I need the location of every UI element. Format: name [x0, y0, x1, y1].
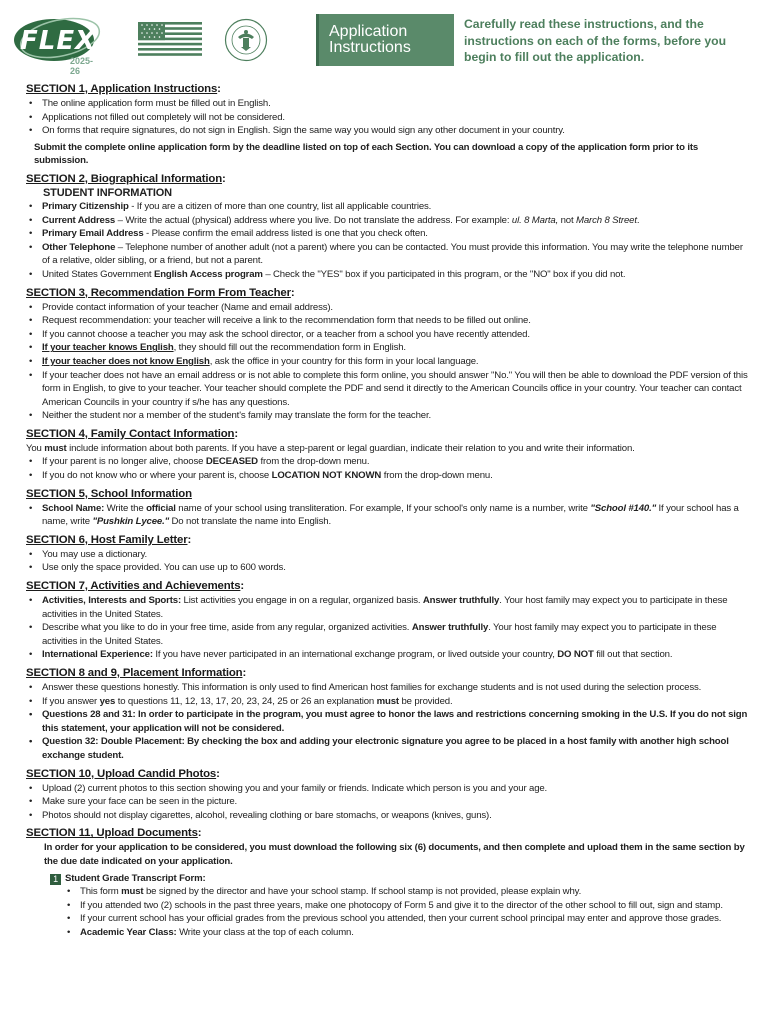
list-item: • Applications not filled out completely will not be considered.: [26, 111, 752, 125]
list-item: • Provide contact information of your teacher (Name and email address).: [26, 301, 752, 315]
list-item: • International Experience: If you have never participated in an international exchange program, or lived outside your country, DO NOT fill out that section.: [26, 648, 752, 662]
list-item: • Question 32: Double Placement: By checking the box and adding your electronic signature you agree to be placed in a host family with another high school exchange student.: [26, 735, 752, 762]
section-1-list: [26, 97, 752, 138]
list-item: • Neither the student nor a member of the student's family may translate the form for the teacher.: [26, 409, 752, 423]
section-1: [26, 82, 752, 168]
section-5: [26, 487, 752, 529]
logo-text: FLEX: [20, 26, 97, 56]
list-item: • On forms that require signatures, do not sign in English. Sign the same way you would sign any other document in your country.: [26, 124, 752, 138]
section-3-title: SECTION 3, Recommendation Form From Teacher:: [26, 286, 295, 299]
list-item: • Use only the space provided. You can use up to 600 words.: [26, 561, 752, 575]
list-item: • Answer these questions honestly. This information is only used to find American host families for exchange students and is not used during the selection process.: [26, 681, 752, 695]
flex-logo: [14, 16, 102, 74]
section-2-title: SECTION 2, Biographical Information:: [26, 172, 226, 185]
list-item: • Questions 28 and 31: In order to participate in the program, you must agree to honor the laws and restrictions concerning smoking in the U.S. If you do not sign this statement, your application will not be considered.: [26, 708, 752, 735]
list-item: • Academic Year Class: Write your class at the top of each column.: [64, 926, 752, 940]
list-item: • Other Telephone – Telephone number of another adult (not a parent) where you can be contacted. You must provide this information. You may write the telephone number of a relative, older sibling, or a friend, but not a parent.: [26, 241, 752, 268]
title-line-2: Instructions: [329, 39, 411, 56]
section-6: [26, 533, 752, 575]
section-4-paragraph: You must include information about both parents. If you have a step-parent or legal guardian, indicate their relation to you and write their information.: [26, 442, 635, 454]
section-11: [26, 826, 752, 939]
logo-year: 2025-26: [70, 56, 94, 76]
list-item: • Primary Email Address - Please confirm the email address listed is one that you check often.: [26, 227, 752, 241]
section-7-title: SECTION 7, Activities and Achievements:: [26, 580, 245, 593]
list-item: • This form must be signed by the director and have your school stamp. If school stamp is not provided, please explain why.: [64, 885, 752, 899]
state-department-seal-icon: [224, 18, 268, 62]
list-item: • United States Government English Access program – Check the "YES" box if you participated in this program, or the "NO" box if you did not.: [26, 268, 752, 282]
title-line-1: Application: [329, 23, 408, 40]
us-flag-icon: [138, 22, 202, 56]
list-item: • If your current school has your official grades from the previous school you attended, then your current school principal may enter and approve those grades.: [64, 912, 752, 926]
section-3-list: [26, 301, 752, 423]
header-note: Carefully read these instructions, and the instructions on each of the forms, before you begin to fill out the application.: [464, 17, 727, 64]
section-4-list: [26, 455, 752, 482]
list-item: • If you do not know who or where your parent is, choose LOCATION NOT KNOWN from the drop-down menu.: [26, 469, 752, 483]
list-item: • Upload (2) current photos to this section showing you and your family or friends. Indicate which person is you and your age.: [26, 782, 752, 796]
list-item: • If you cannot choose a teacher you may ask the school director, or a teacher from a school you have recently attended.: [26, 328, 752, 342]
list-item: • Request recommendation: your teacher will receive a link to the recommendation form that needs to be filled out online.: [26, 314, 752, 328]
list-item: • If your teacher knows English, they should fill out the recommendation form in English.: [26, 341, 752, 355]
list-item: • Describe what you like to do in your free time, aside from any regular, organized activities. Answer truthfully. Your host family may expect you to participate in these activities in the United States.: [26, 621, 752, 648]
list-item: • If you answer yes to questions 11, 12, 13, 17, 20, 23, 24, 25 or 26 an explanation must be provided.: [26, 695, 752, 709]
section-11-intro: In order for your application to be considered, you must download the following six (6) documents, and then complete and upload them in the same section by the due date indicated on your application.: [44, 842, 745, 867]
student-information-heading: STUDENT INFORMATION: [43, 186, 172, 199]
section-8-9-list: [26, 681, 752, 763]
section-8-9: [26, 666, 752, 763]
document-1-list: [64, 885, 752, 939]
list-item: • Photos should not display cigarettes, alcohol, revealing clothing or bare stomachs, or weapons (knives, guns).: [26, 809, 752, 823]
section-4: [26, 427, 752, 483]
list-item: • If your parent is no longer alive, choose DECEASED from the drop-down menu.: [26, 455, 752, 469]
section-4-title: SECTION 4, Family Contact Information:: [26, 427, 239, 440]
list-item: • Activities, Interests and Sports: List activities you engage in on a regular, organized basis. Answer truthfully. Your host family may expect you to participate in these activities in the United States.: [26, 594, 752, 621]
list-item: • Primary Citizenship - If you are a citizen of more than one country, list all applicable countries.: [26, 200, 752, 214]
section-2-list: [26, 200, 752, 282]
list-item: • If your teacher does not have an email address or is not able to complete this form online, you should answer "No." You will then be able to download the PDF version of this form in English, to give to your teacher. Your teacher should complete the PDF and send it directly to the American Councils office in your country. Your teacher can contact American Councils in your country if s/he has any questions.: [26, 369, 752, 410]
section-1-note: Submit the complete online application form by the deadline listed on top of each Section. You can download a copy of the application form prior to its submission.: [34, 141, 699, 167]
section-5-title: SECTION 5, School Information: [26, 487, 192, 500]
section-3: [26, 286, 752, 423]
section-8-9-title: SECTION 8 and 9, Placement Information:: [26, 667, 247, 679]
document-1-heading: [50, 872, 752, 886]
list-item: • If you attended two (2) schools in the past three years, make one photocopy of Form 5 and give it to the director of the other school to fill out, sign and stamp.: [64, 899, 752, 913]
list-item: • School Name: Write the official name of your school using transliteration. For example, If your school's only name is a number, write "School #140." If your school has a name, write "Pushkin Lycee." Do not translate the name into English.: [26, 502, 752, 529]
section-10-list: [26, 782, 752, 823]
list-item: • The online application form must be filled out in English.: [26, 97, 752, 111]
list-item: • Make sure your face can be seen in the picture.: [26, 795, 752, 809]
document-number-badge: 1: [50, 874, 61, 885]
list-item: • You may use a dictionary.: [26, 548, 752, 562]
section-7: [26, 579, 752, 662]
section-7-list: [26, 594, 752, 662]
section-6-list: [26, 548, 752, 575]
section-6-title: SECTION 6, Host Family Letter:: [26, 533, 192, 546]
section-1-title: SECTION 1, Application Instructions:: [26, 83, 221, 95]
section-10: [26, 767, 752, 823]
section-10-title: SECTION 10, Upload Candid Photos:: [26, 767, 220, 780]
document-1-title: Student Grade Transcript Form:: [65, 872, 206, 884]
section-5-list: [26, 502, 752, 529]
title-box: [316, 14, 454, 66]
instructions-body: [26, 82, 752, 940]
section-2: [26, 172, 752, 282]
list-item: • Current Address – Write the actual (physical) address where you live. Do not translate the address. For example: ul. 8 Marta, not March 8 Street.: [26, 214, 752, 228]
section-11-title: SECTION 11, Upload Documents:: [26, 827, 202, 840]
header: [0, 0, 768, 80]
list-item: • If your teacher does not know English, ask the office in your country for this form in your local language.: [26, 355, 752, 369]
